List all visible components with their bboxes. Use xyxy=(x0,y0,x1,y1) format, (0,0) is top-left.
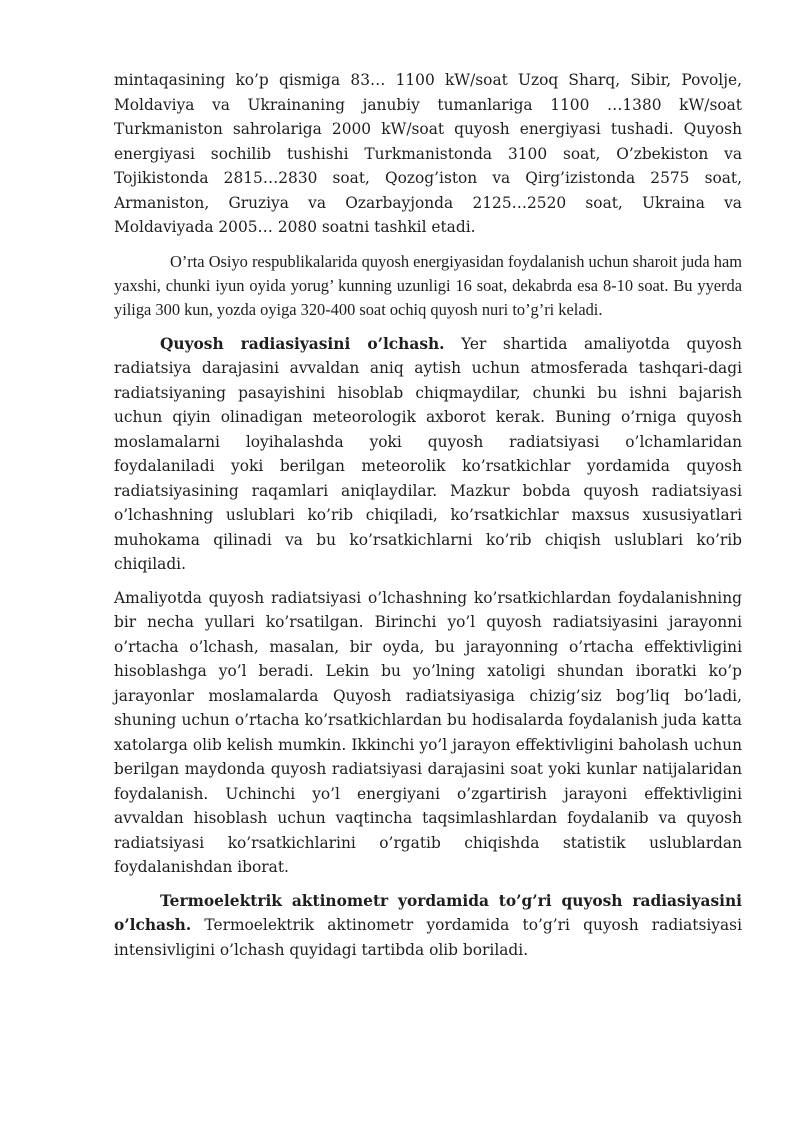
paragraph-central-asia-conditions: O’rta Osiyo respublikalarida quyosh energiyasidan foydalanish uchun sharoit juda ham yaxshi, chunki iyun oyida yorug’ kunning uzunligi 16 soat, dekabrda esa 8-10 soat. Bu yyerda yiliga 300 kun, yozda oyiga 320-400 soat ochiq quyosh nuri to’g’ri keladi. xyxy=(114,251,742,320)
section-heading-radiation-measurement: Quyosh radiasiyasini o’lchash. xyxy=(160,334,445,353)
document-page xyxy=(114,68,742,962)
paragraph-solar-energy-regions: mintaqasining ko’p qismiga 83… 1100 kW/soat Uzoq Sharq, Sibir, Povolje, Moldaviya va Ukrainaning janubiy tumanlariga 1100 …1380 kW/soat Turkmaniston sahrolariga 2000 kW/soat quyosh energiyasi tushadi. Quyosh energiyasi sochilib tushishi Turkmanistonda 3100 soat, O’zbekiston va Tojikistonda 2815…2830 soat, Qozog’iston va Qirg’izistonda 2575 soat, Armaniston, Gruziya va Ozarbayjonda 2125…2520 soat, Ukraina va Moldaviyada 2005… 2080 soatni tashkil etadi. xyxy=(114,71,742,236)
paragraph-measurement-methods: Amaliyotda quyosh radiatsiyasi o’lchashning ko’rsatkichlardan foydalanishning bir necha yullari ko’rsatilgan. Birinchi yo’l quyosh radiatsiyasini jarayonni o’rtacha o’lchash, masalan, bir oyda, bu jarayonning o’rtacha effektivligini hisoblashga yo’l beradi. Lekin bu yo’lning xatoligi shundan iboratki ko’p jarayonlar moslamalarda Quyosh radiatsiyasiga chizig’siz bog’liq bo’ladi, shuning uchun o’rtacha ko’rsatkichlardan bu hodisalarda foydalanish juda katta xatolarga olib kelish mumkin. Ikkinchi yo’l jarayon effektivligini baholash uchun berilgan maydonda quyosh radiatsiyasi darajasini soat yoki kunlar natijalaridan foydalanish. Uchinchi yo’l energiyani o’zgartirish jarayoni effektivligini avvaldan hisoblash uchun vaqtincha taqsimlashlardan foydalanib va quyosh radiatsiyasi ko’rsatkichlarini o’rgatib chiqishda statistik uslublardan foydalanishdan iborat. xyxy=(114,588,742,877)
section-heading-actinometer: Termoelektrik aktinometr yordamida to’g’ri quyosh radiasiyasini o’lchash. xyxy=(114,891,742,935)
paragraph-body-text: Yer shartida amaliyotda quyosh radiatsiya darajasini avvaldan aniq aytish uchun atmosferada tashqari-dagi radiatsiyaning pasayishini hisoblab chiqmaydilar, chunki bu ishni bajarish uchun qiyin olinadigan meteorologik axborot kerak. Buning o’rniga quyosh moslamalarni loyihalashda yoki quyosh radiatsiyasi o’lchamlaridan foydalaniladi yoki berilgan meteorolik ko’rsatkichlar yordamida quyosh radiatsiyasining raqamlari aniqlaydilar. Mazkur bobda quyosh radiatsiyasi o’lchashning uslublari ko’rib chiqiladi, ko’rsatkichlar maxsus xususiyatlari muhokama qilinadi va bu ko’rsatkichlarni ko’rib chiqish uslublari ko’rib chiqiladi. xyxy=(114,334,742,574)
paragraph-radiation-measurement xyxy=(114,332,742,577)
paragraph-body-text: Termoelektrik aktinometr yordamida to’g’ri quyosh radiatsiyasi intensivligini o’lchash quyidagi tartibda olib boriladi. xyxy=(114,916,742,959)
paragraph-actinometer-measurement xyxy=(114,889,742,963)
